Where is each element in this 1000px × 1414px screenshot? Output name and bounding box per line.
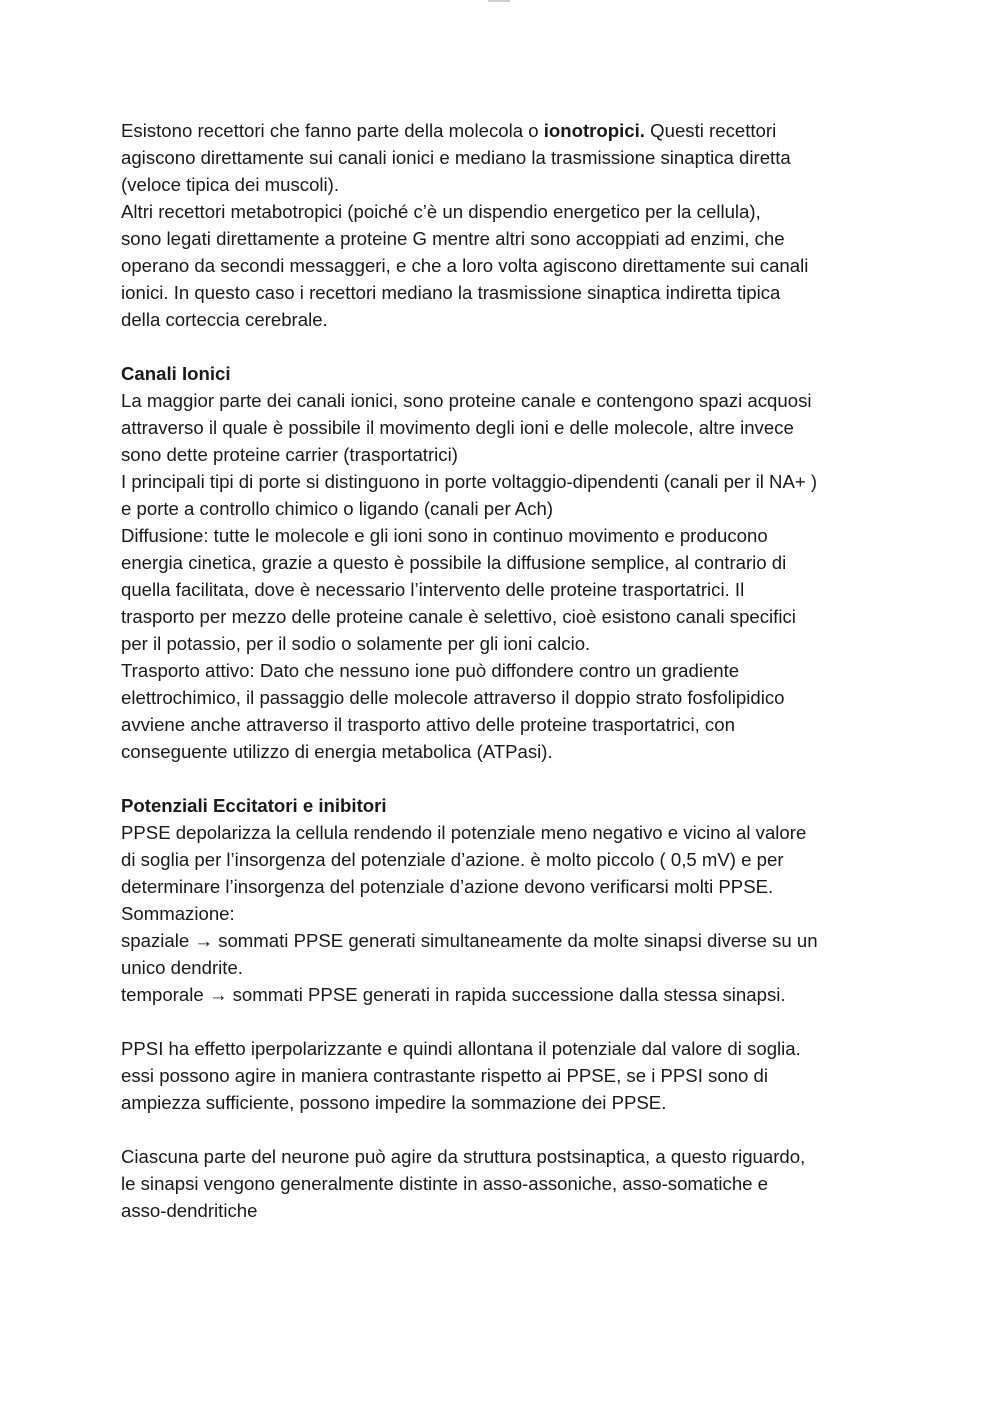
text-line: ampiezza sufficiente, possono impedire la sommazione dei PPSE. — [121, 1092, 667, 1113]
text-line: spaziale → sommati PPSE generati simultaneamente da molte sinapsi diverse su un — [121, 930, 818, 951]
text-line: asso-dendritiche — [121, 1200, 258, 1221]
text-line: Ciascuna parte del neurone può agire da struttura postsinaptica, a questo riguardo, — [121, 1146, 806, 1167]
section-canali-ionici — [121, 360, 891, 765]
text-line: avviene anche attraverso il trasporto attivo delle proteine trasportatrici, con — [121, 714, 735, 735]
text-line: operano da secondi messaggeri, e che a loro volta agiscono direttamente sui canali — [121, 255, 809, 276]
section-heading: Canali Ionici — [121, 363, 231, 384]
text-line: sono legati direttamente a proteine G mentre altri sono accoppiati ad enzimi, che — [121, 228, 785, 249]
text-line: sono dette proteine carrier (trasportatrici) — [121, 444, 458, 465]
text-line: quella facilitata, dove è necessario l’intervento delle proteine trasportatrici. Il — [121, 579, 745, 600]
paragraph-ppsi — [121, 1035, 891, 1116]
paragraph-gap — [121, 333, 891, 360]
text-line: ionici. In questo caso i recettori mediano la trasmissione sinaptica indiretta tipica — [121, 282, 781, 303]
text-line: le sinapsi vengono generalmente distinte in asso-assoniche, asso-somatiche e — [121, 1173, 769, 1194]
section-potenziali — [121, 792, 891, 1008]
section-heading: Potenziali Eccitatori e inibitori — [121, 795, 387, 816]
text-line — [121, 117, 891, 144]
text-run: Questi recettori — [644, 120, 777, 141]
text-line: unico dendrite. — [121, 957, 243, 978]
text-line: Sommazione: — [121, 903, 235, 924]
text-line: attraverso il quale è possibile il movimento degli ioni e delle molecole, altre invece — [121, 417, 794, 438]
text-line: agiscono direttamente sui canali ionici e mediano la trasmissione sinaptica diretta — [121, 147, 791, 168]
paragraph-gap — [121, 765, 891, 792]
text-line: e porte a controllo chimico o ligando (canali per Ach) — [121, 498, 554, 519]
text-run: Esistono recettori che fanno parte della molecola o — [121, 120, 544, 141]
page-top-marker — [488, 0, 510, 2]
text-line: essi possono agire in maniera contrastante rispetto ai PPSE, se i PPSI sono di — [121, 1065, 768, 1086]
paragraph-gap — [121, 1116, 891, 1143]
text-line: Altri recettori metabotropici (poiché c’è un dispendio energetico per la cellula), — [121, 201, 761, 222]
text-line: trasporto per mezzo delle proteine canale è selettivo, cioè esistono canali specifici — [121, 606, 796, 627]
bold-term-ionotropici: ionotropici. — [543, 120, 645, 141]
text-line: elettrochimico, il passaggio delle molecole attraverso il doppio strato fosfolipidico — [121, 687, 785, 708]
paragraph-recettori — [121, 117, 891, 333]
text-line: energia cinetica, grazie a questo è possibile la diffusione semplice, al contrario di — [121, 552, 787, 573]
text-line: PPSE depolarizza la cellula rendendo il potenziale meno negativo e vicino al valore — [121, 822, 807, 843]
text-line: Diffusione: tutte le molecole e gli ioni sono in continuo movimento e producono — [121, 525, 768, 546]
text-line: della corteccia cerebrale. — [121, 309, 328, 330]
document-page — [121, 117, 891, 1224]
text-line: Trasporto attivo: Dato che nessuno ione può diffondere contro un gradiente — [121, 660, 740, 681]
text-line: PPSI ha effetto iperpolarizzante e quindi allontana il potenziale dal valore di soglia. — [121, 1038, 801, 1059]
text-line: conseguente utilizzo di energia metabolica (ATPasi). — [121, 741, 553, 762]
text-line: La maggior parte dei canali ionici, sono proteine canale e contengono spazi acquosi — [121, 390, 812, 411]
text-line: per il potassio, per il sodio o solamente per gli ioni calcio. — [121, 633, 591, 654]
text-line: I principali tipi di porte si distinguono in porte voltaggio-dipendenti (canali per il NA+ ) — [121, 471, 818, 492]
paragraph-gap — [121, 1008, 891, 1035]
text-line: temporale → sommati PPSE generati in rapida successione dalla stessa sinapsi. — [121, 984, 786, 1005]
text-line: di soglia per l’insorgenza del potenziale d’azione. è molto piccolo ( 0,5 mV) e per — [121, 849, 784, 870]
text-line: determinare l’insorgenza del potenziale d’azione devono verificarsi molti PPSE. — [121, 876, 774, 897]
text-line: (veloce tipica dei muscoli). — [121, 174, 340, 195]
paragraph-sinapsi — [121, 1143, 891, 1224]
